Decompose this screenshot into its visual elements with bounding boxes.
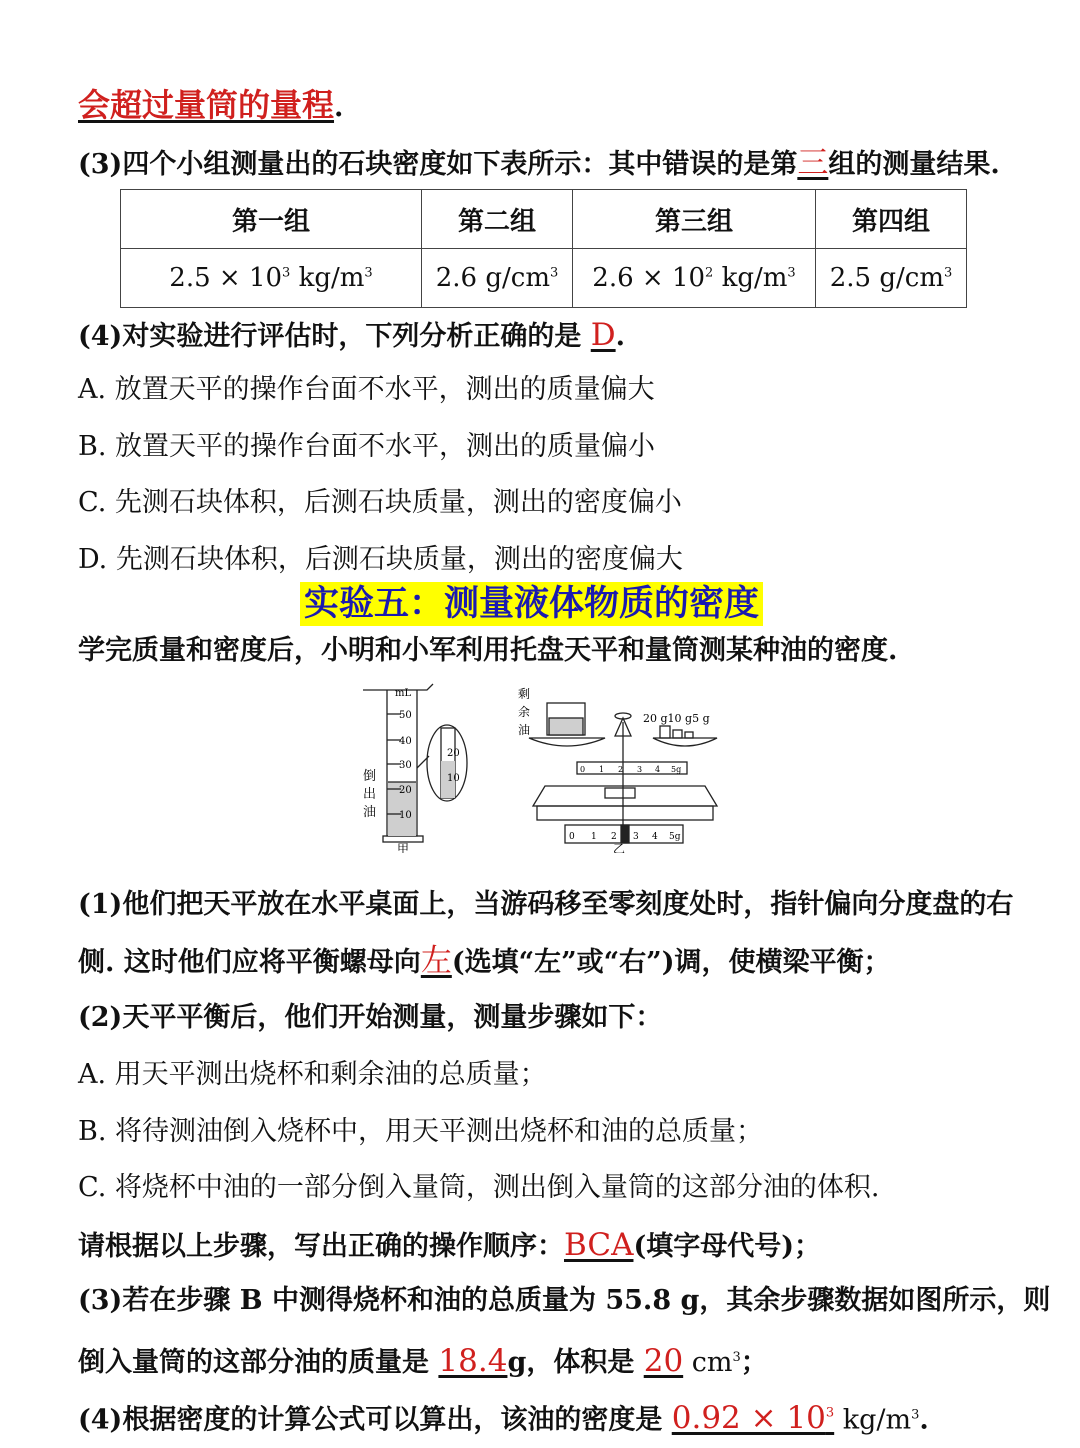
step-b: B. 将待测油倒入烧杯中，用天平测出烧杯和油的总质量； [78, 1116, 764, 1147]
table-cell: 2.6 $g/cm^3$ [422, 249, 573, 308]
scale-tick-5: 5g [669, 832, 681, 842]
density-table [120, 189, 967, 308]
part2-line: (2)天平平衡后，他们开始测量，测量步骤如下： [78, 1002, 663, 1033]
table-header-cell: 第二组 [422, 190, 573, 249]
beaker-label-1: 剩 [518, 687, 531, 701]
question-3: (3)四个小组测量出的石块密度如下表所示：其中错误的是第三组的测量结果. [78, 145, 1000, 181]
answer-d: D [590, 317, 616, 353]
answer-order: BCA [564, 1227, 634, 1263]
beaker-label-2: 余 [518, 705, 531, 719]
beam-tick-2: 2 [618, 765, 624, 774]
graduated-cylinder [363, 684, 467, 842]
cylinder-label-1: 倒 [363, 769, 377, 784]
part1-line1: (1)他们把天平放在水平桌面上，当游码移至零刻度处时，指针偏向分度盘的右 [78, 889, 1014, 920]
cylinder-tick-20: 20 [399, 785, 412, 796]
table-header-row [121, 190, 967, 249]
option-c: C. 先测石块体积，后测石块质量，测出的密度偏小 [78, 487, 682, 518]
scale-tick-2: 2 [611, 832, 617, 842]
table-row [121, 249, 967, 308]
order-line: 请根据以上步骤，写出正确的操作顺序：BCA(填字母代号)； [78, 1227, 822, 1263]
cylinder-label-3: 油 [363, 805, 377, 820]
cylinder-tick-50: 50 [399, 710, 412, 721]
cylinder-tick-40: 40 [399, 736, 412, 747]
experiment-figure [355, 678, 725, 853]
answer-group-three: 三 [797, 145, 829, 181]
scale-tick-0: 0 [569, 832, 575, 842]
option-a: A. 放置天平的操作台面不水平，测出的质量偏大 [78, 374, 655, 405]
table-cell: $2.5 \times 10^3$ $kg/m^3$ [121, 249, 422, 308]
beaker-label-3: 油 [518, 723, 531, 737]
part3-line1: (3)若在步骤 B 中测得烧杯和油的总质量为 55.8 g，其余步骤数据如图所示，则 [78, 1285, 1051, 1316]
table-cell: $2.6 \times 10^2$ $kg/m^3$ [573, 249, 816, 308]
section-title: 实验五：测量液体物质的密度 [300, 582, 763, 626]
caption-jia: 甲 [397, 842, 410, 853]
option-b: B. 放置天平的操作台面不水平，测出的质量偏小 [78, 431, 656, 462]
answer-density: $0.92 \times 10^3$ [671, 1400, 835, 1437]
cylinder-label-2: 出 [363, 787, 377, 802]
zoom-tick-10: 10 [447, 773, 460, 784]
cylinder-tick-30: 30 [399, 760, 412, 771]
table-header-cell: 第三组 [573, 190, 816, 249]
zoom-tick-20: 20 [447, 748, 460, 759]
caption-yi: 乙 [613, 842, 626, 853]
weights-label: 20 g10 g5 g [643, 712, 710, 725]
beam-tick-4: 4 [655, 765, 661, 774]
beam-tick-3: 3 [637, 765, 643, 774]
part1-line2: 侧. 这时他们应将平衡螺母向左(选填“左”或“右”)调，使横梁平衡； [78, 943, 891, 979]
beam-tick-1: 1 [599, 765, 605, 774]
top-answer-line: 会超过量筒的量程. [78, 86, 344, 124]
answer-left: 左 [420, 943, 452, 979]
answer-volume: 20 [643, 1343, 684, 1379]
scale-tick-1: 1 [591, 832, 597, 842]
part3-line2: 倒入量筒的这部分油的质量是 18.4g，体积是 20 $cm^3$； [78, 1343, 768, 1379]
answer-range-exceed: 会超过量筒的量程 [78, 86, 335, 124]
scale-tick-3: 3 [633, 832, 639, 842]
answer-mass: 18.4 [438, 1343, 508, 1379]
table-header-cell: 第一组 [121, 190, 422, 249]
cylinder-unit: mL [395, 688, 412, 699]
table-cell: 2.5 $g/cm^3$ [816, 249, 967, 308]
scale-tick-4: 4 [652, 832, 658, 842]
table-header-cell: 第四组 [816, 190, 967, 249]
beam-tick-5: 5g [671, 765, 682, 774]
beam-tick-0: 0 [580, 765, 586, 774]
part4-line: (4)根据密度的计算公式可以算出，该油的密度是 $0.92 \times 10^3$ $kg/m^3$. [78, 1400, 929, 1437]
option-d: D. 先测石块体积，后测石块质量，测出的密度偏大 [78, 544, 683, 575]
cylinder-tick-10: 10 [399, 810, 412, 821]
step-c: C. 将烧杯中油的一部分倒入量筒，测出倒入量筒的这部分油的体积. [78, 1172, 880, 1203]
intro-text: 学完质量和密度后，小明和小军利用托盘天平和量筒测某种油的密度. [78, 635, 898, 666]
question-4: (4)对实验进行评估时，下列分析正确的是 D. [78, 317, 626, 353]
step-a: A. 用天平测出烧杯和剩余油的总质量； [78, 1059, 547, 1090]
